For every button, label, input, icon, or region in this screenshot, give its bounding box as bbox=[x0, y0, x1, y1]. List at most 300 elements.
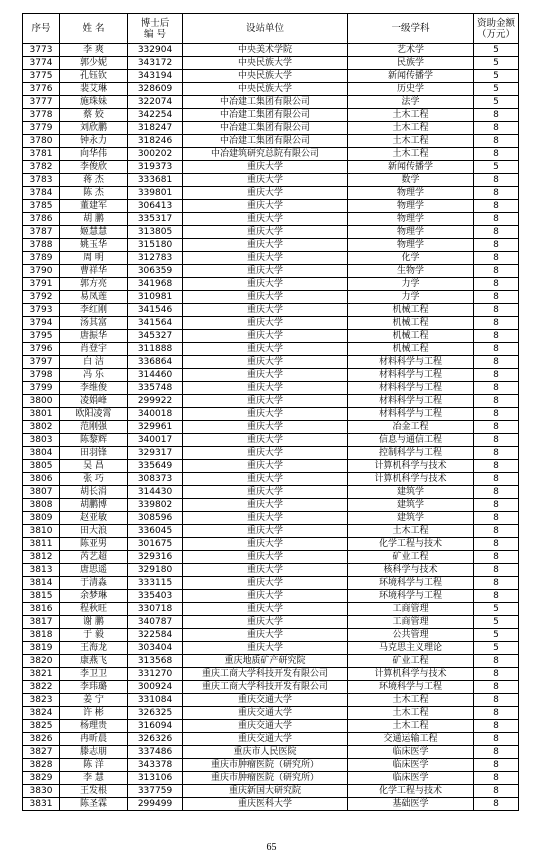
cell-postdoc-id: 313568 bbox=[128, 655, 183, 668]
cell-amount: 8 bbox=[474, 434, 519, 447]
cell-postdoc-id: 301675 bbox=[128, 538, 183, 551]
cell-discipline: 计算机科学与技术 bbox=[348, 668, 474, 681]
table-row bbox=[23, 330, 519, 343]
table-row bbox=[23, 499, 519, 512]
cell-postdoc-id: 335403 bbox=[128, 590, 183, 603]
cell-name: 陈亚男 bbox=[60, 538, 128, 551]
cell-institution: 重庆市肿瘤医院（研究所） bbox=[183, 772, 348, 785]
table-row bbox=[23, 707, 519, 720]
cell-amount: 8 bbox=[474, 395, 519, 408]
cell-amount: 8 bbox=[474, 564, 519, 577]
table-row bbox=[23, 538, 519, 551]
cell-discipline: 建筑学 bbox=[348, 486, 474, 499]
table-row bbox=[23, 239, 519, 252]
table-row bbox=[23, 447, 519, 460]
cell-name: 周 明 bbox=[60, 252, 128, 265]
cell-institution: 重庆大学 bbox=[183, 564, 348, 577]
cell-postdoc-id: 299499 bbox=[128, 798, 183, 811]
cell-discipline: 材料科学与工程 bbox=[348, 382, 474, 395]
cell-institution: 重庆交通大学 bbox=[183, 694, 348, 707]
cell-name: 李维俊 bbox=[60, 382, 128, 395]
cell-seq: 3826 bbox=[23, 733, 60, 746]
cell-postdoc-id: 312783 bbox=[128, 252, 183, 265]
table-row bbox=[23, 291, 519, 304]
cell-seq: 3781 bbox=[23, 148, 60, 161]
cell-amount: 8 bbox=[474, 551, 519, 564]
cell-name: 许 彬 bbox=[60, 707, 128, 720]
cell-amount: 8 bbox=[474, 356, 519, 369]
cell-postdoc-id: 316094 bbox=[128, 720, 183, 733]
cell-name: 李玮璐 bbox=[60, 681, 128, 694]
header-institution: 设站单位 bbox=[183, 14, 348, 44]
cell-seq: 3819 bbox=[23, 642, 60, 655]
cell-discipline: 建筑学 bbox=[348, 512, 474, 525]
cell-discipline: 公共管理 bbox=[348, 629, 474, 642]
table-row bbox=[23, 733, 519, 746]
cell-amount: 8 bbox=[474, 590, 519, 603]
table-row bbox=[23, 525, 519, 538]
cell-name: 王海龙 bbox=[60, 642, 128, 655]
cell-institution: 重庆大学 bbox=[183, 512, 348, 525]
table-row bbox=[23, 694, 519, 707]
cell-seq: 3802 bbox=[23, 421, 60, 434]
cell-seq: 3823 bbox=[23, 694, 60, 707]
cell-amount: 8 bbox=[474, 122, 519, 135]
cell-discipline: 建筑学 bbox=[348, 499, 474, 512]
cell-institution: 重庆市肿瘤医院（研究所） bbox=[183, 759, 348, 772]
cell-name: 程秋旺 bbox=[60, 603, 128, 616]
cell-name: 汤其富 bbox=[60, 317, 128, 330]
cell-postdoc-id: 340018 bbox=[128, 408, 183, 421]
cell-seq: 3797 bbox=[23, 356, 60, 369]
cell-seq: 3817 bbox=[23, 616, 60, 629]
cell-name: 胡鹏博 bbox=[60, 499, 128, 512]
cell-postdoc-id: 300924 bbox=[128, 681, 183, 694]
cell-amount: 8 bbox=[474, 278, 519, 291]
cell-seq: 3804 bbox=[23, 447, 60, 460]
table-row bbox=[23, 421, 519, 434]
cell-discipline: 核科学与技术 bbox=[348, 564, 474, 577]
table-row bbox=[23, 577, 519, 590]
table-row bbox=[23, 473, 519, 486]
table-row bbox=[23, 122, 519, 135]
cell-discipline: 矿业工程 bbox=[348, 551, 474, 564]
cell-postdoc-id: 314430 bbox=[128, 486, 183, 499]
cell-amount: 8 bbox=[474, 109, 519, 122]
cell-discipline: 物理学 bbox=[348, 213, 474, 226]
table-row bbox=[23, 278, 519, 291]
cell-discipline: 新闻传播学 bbox=[348, 161, 474, 174]
cell-amount: 5 bbox=[474, 96, 519, 109]
table-row bbox=[23, 603, 519, 616]
cell-amount: 8 bbox=[474, 447, 519, 460]
cell-amount: 8 bbox=[474, 187, 519, 200]
cell-postdoc-id: 329180 bbox=[128, 564, 183, 577]
cell-name: 李 慧 bbox=[60, 772, 128, 785]
cell-seq: 3808 bbox=[23, 499, 60, 512]
table-row bbox=[23, 720, 519, 733]
cell-name: 范刚强 bbox=[60, 421, 128, 434]
cell-name: 易凤莲 bbox=[60, 291, 128, 304]
cell-amount: 8 bbox=[474, 772, 519, 785]
cell-name: 芮艺超 bbox=[60, 551, 128, 564]
cell-postdoc-id: 336045 bbox=[128, 525, 183, 538]
cell-institution: 重庆大学 bbox=[183, 460, 348, 473]
cell-name: 赵亚敏 bbox=[60, 512, 128, 525]
cell-institution: 中央美术学院 bbox=[183, 44, 348, 57]
cell-amount: 5 bbox=[474, 616, 519, 629]
cell-institution: 重庆大学 bbox=[183, 616, 348, 629]
table-row bbox=[23, 759, 519, 772]
cell-name: 姚玉华 bbox=[60, 239, 128, 252]
cell-name: 陈 杰 bbox=[60, 187, 128, 200]
table-row bbox=[23, 785, 519, 798]
cell-name: 滕志朋 bbox=[60, 746, 128, 759]
cell-seq: 3803 bbox=[23, 434, 60, 447]
cell-amount: 5 bbox=[474, 83, 519, 96]
cell-seq: 3801 bbox=[23, 408, 60, 421]
cell-seq: 3777 bbox=[23, 96, 60, 109]
cell-institution: 重庆交通大学 bbox=[183, 733, 348, 746]
cell-name: 孔钰钦 bbox=[60, 70, 128, 83]
cell-institution: 重庆大学 bbox=[183, 278, 348, 291]
cell-institution: 中冶建工集团有限公司 bbox=[183, 96, 348, 109]
cell-postdoc-id: 332904 bbox=[128, 44, 183, 57]
cell-institution: 重庆大学 bbox=[183, 187, 348, 200]
cell-postdoc-id: 341564 bbox=[128, 317, 183, 330]
cell-institution: 重庆大学 bbox=[183, 499, 348, 512]
cell-discipline: 临床医学 bbox=[348, 759, 474, 772]
cell-name: 冯 乐 bbox=[60, 369, 128, 382]
cell-discipline: 信息与通信工程 bbox=[348, 434, 474, 447]
cell-postdoc-id: 322584 bbox=[128, 629, 183, 642]
cell-seq: 3820 bbox=[23, 655, 60, 668]
cell-name: 于 毅 bbox=[60, 629, 128, 642]
table-row bbox=[23, 642, 519, 655]
cell-seq: 3787 bbox=[23, 226, 60, 239]
cell-institution: 重庆大学 bbox=[183, 330, 348, 343]
table-row bbox=[23, 148, 519, 161]
cell-institution: 重庆大学 bbox=[183, 343, 348, 356]
cell-institution: 重庆大学 bbox=[183, 226, 348, 239]
cell-seq: 3827 bbox=[23, 746, 60, 759]
cell-discipline: 工商管理 bbox=[348, 616, 474, 629]
cell-name: 吴 昌 bbox=[60, 460, 128, 473]
cell-seq: 3795 bbox=[23, 330, 60, 343]
cell-seq: 3793 bbox=[23, 304, 60, 317]
cell-name: 白 洁 bbox=[60, 356, 128, 369]
cell-discipline: 土木工程 bbox=[348, 135, 474, 148]
cell-seq: 3775 bbox=[23, 70, 60, 83]
cell-discipline: 临床医学 bbox=[348, 772, 474, 785]
cell-discipline: 物理学 bbox=[348, 226, 474, 239]
table-row bbox=[23, 655, 519, 668]
cell-postdoc-id: 318246 bbox=[128, 135, 183, 148]
cell-discipline: 环境科学与工程 bbox=[348, 590, 474, 603]
cell-postdoc-id: 306359 bbox=[128, 265, 183, 278]
cell-amount: 8 bbox=[474, 174, 519, 187]
cell-postdoc-id: 340017 bbox=[128, 434, 183, 447]
cell-amount: 8 bbox=[474, 291, 519, 304]
cell-seq: 3810 bbox=[23, 525, 60, 538]
cell-institution: 中冶建工集团有限公司 bbox=[183, 109, 348, 122]
table-row bbox=[23, 564, 519, 577]
cell-seq: 3783 bbox=[23, 174, 60, 187]
table-row bbox=[23, 343, 519, 356]
table-row bbox=[23, 70, 519, 83]
cell-postdoc-id: 326325 bbox=[128, 707, 183, 720]
cell-postdoc-id: 341968 bbox=[128, 278, 183, 291]
table-row bbox=[23, 161, 519, 174]
cell-institution: 中冶建筑研究总院有限公司 bbox=[183, 148, 348, 161]
cell-postdoc-id: 319373 bbox=[128, 161, 183, 174]
cell-institution: 重庆医科大学 bbox=[183, 798, 348, 811]
cell-amount: 8 bbox=[474, 213, 519, 226]
cell-discipline: 力学 bbox=[348, 291, 474, 304]
cell-amount: 8 bbox=[474, 733, 519, 746]
cell-postdoc-id: 314460 bbox=[128, 369, 183, 382]
funding-table bbox=[22, 13, 519, 811]
cell-name: 欧阳凌霄 bbox=[60, 408, 128, 421]
cell-discipline: 材料科学与工程 bbox=[348, 395, 474, 408]
cell-discipline: 基础医学 bbox=[348, 798, 474, 811]
cell-seq: 3815 bbox=[23, 590, 60, 603]
cell-postdoc-id: 306413 bbox=[128, 200, 183, 213]
cell-discipline: 物理学 bbox=[348, 200, 474, 213]
cell-institution: 重庆地质矿产研究院 bbox=[183, 655, 348, 668]
cell-discipline: 机械工程 bbox=[348, 330, 474, 343]
table-row bbox=[23, 356, 519, 369]
table-row bbox=[23, 187, 519, 200]
cell-discipline: 矿业工程 bbox=[348, 655, 474, 668]
table-row bbox=[23, 772, 519, 785]
cell-seq: 3818 bbox=[23, 629, 60, 642]
cell-postdoc-id: 310981 bbox=[128, 291, 183, 304]
cell-name: 肖登宇 bbox=[60, 343, 128, 356]
cell-institution: 重庆大学 bbox=[183, 577, 348, 590]
cell-postdoc-id: 343172 bbox=[128, 57, 183, 70]
cell-institution: 重庆大学 bbox=[183, 473, 348, 486]
cell-institution: 中央民族大学 bbox=[183, 70, 348, 83]
cell-postdoc-id: 330718 bbox=[128, 603, 183, 616]
cell-postdoc-id: 337486 bbox=[128, 746, 183, 759]
cell-institution: 重庆大学 bbox=[183, 213, 348, 226]
cell-amount: 8 bbox=[474, 460, 519, 473]
cell-name: 向华伟 bbox=[60, 148, 128, 161]
cell-discipline: 法学 bbox=[348, 96, 474, 109]
cell-amount: 8 bbox=[474, 746, 519, 759]
cell-postdoc-id: 308373 bbox=[128, 473, 183, 486]
table-row bbox=[23, 408, 519, 421]
cell-name: 郭方亮 bbox=[60, 278, 128, 291]
cell-institution: 重庆大学 bbox=[183, 382, 348, 395]
cell-institution: 重庆大学 bbox=[183, 642, 348, 655]
cell-postdoc-id: 335317 bbox=[128, 213, 183, 226]
header-name: 姓 名 bbox=[60, 14, 128, 44]
cell-postdoc-id: 341546 bbox=[128, 304, 183, 317]
cell-discipline: 机械工程 bbox=[348, 343, 474, 356]
table-row bbox=[23, 746, 519, 759]
cell-institution: 重庆工商大学科技开发有限公司 bbox=[183, 668, 348, 681]
cell-amount: 5 bbox=[474, 161, 519, 174]
cell-institution: 重庆大学 bbox=[183, 603, 348, 616]
cell-seq: 3773 bbox=[23, 44, 60, 57]
cell-discipline: 材料科学与工程 bbox=[348, 408, 474, 421]
cell-institution: 重庆大学 bbox=[183, 395, 348, 408]
cell-institution: 重庆大学 bbox=[183, 317, 348, 330]
cell-discipline: 艺术学 bbox=[348, 44, 474, 57]
cell-amount: 8 bbox=[474, 304, 519, 317]
table-row bbox=[23, 629, 519, 642]
cell-postdoc-id: 303404 bbox=[128, 642, 183, 655]
cell-discipline: 土木工程 bbox=[348, 707, 474, 720]
cell-postdoc-id: 313106 bbox=[128, 772, 183, 785]
cell-institution: 重庆大学 bbox=[183, 161, 348, 174]
cell-seq: 3805 bbox=[23, 460, 60, 473]
cell-discipline: 民族学 bbox=[348, 57, 474, 70]
cell-seq: 3814 bbox=[23, 577, 60, 590]
cell-institution: 重庆大学 bbox=[183, 239, 348, 252]
cell-name: 裴艾琳 bbox=[60, 83, 128, 96]
cell-seq: 3806 bbox=[23, 473, 60, 486]
table-row bbox=[23, 590, 519, 603]
cell-name: 凌娟峰 bbox=[60, 395, 128, 408]
cell-postdoc-id: 315180 bbox=[128, 239, 183, 252]
cell-seq: 3779 bbox=[23, 122, 60, 135]
table-row bbox=[23, 213, 519, 226]
cell-institution: 重庆大学 bbox=[183, 434, 348, 447]
cell-institution: 重庆大学 bbox=[183, 174, 348, 187]
cell-discipline: 化学 bbox=[348, 252, 474, 265]
cell-name: 唐振华 bbox=[60, 330, 128, 343]
cell-amount: 8 bbox=[474, 681, 519, 694]
cell-postdoc-id: 343194 bbox=[128, 70, 183, 83]
cell-name: 蔡 姣 bbox=[60, 109, 128, 122]
cell-amount: 8 bbox=[474, 200, 519, 213]
cell-seq: 3785 bbox=[23, 200, 60, 213]
cell-discipline: 土木工程 bbox=[348, 122, 474, 135]
table-row bbox=[23, 57, 519, 70]
cell-amount: 8 bbox=[474, 135, 519, 148]
table-row bbox=[23, 382, 519, 395]
cell-postdoc-id: 333681 bbox=[128, 174, 183, 187]
cell-discipline: 土木工程 bbox=[348, 148, 474, 161]
cell-institution: 重庆大学 bbox=[183, 590, 348, 603]
cell-discipline: 材料科学与工程 bbox=[348, 356, 474, 369]
cell-seq: 3825 bbox=[23, 720, 60, 733]
cell-postdoc-id: 336864 bbox=[128, 356, 183, 369]
cell-name: 张 巧 bbox=[60, 473, 128, 486]
cell-institution: 重庆大学 bbox=[183, 304, 348, 317]
cell-name: 陈黎辉 bbox=[60, 434, 128, 447]
cell-seq: 3776 bbox=[23, 83, 60, 96]
cell-amount: 8 bbox=[474, 486, 519, 499]
cell-postdoc-id: 299922 bbox=[128, 395, 183, 408]
cell-name: 王发根 bbox=[60, 785, 128, 798]
cell-discipline: 历史学 bbox=[348, 83, 474, 96]
cell-discipline: 环境科学与工程 bbox=[348, 681, 474, 694]
table-row bbox=[23, 200, 519, 213]
table-row bbox=[23, 174, 519, 187]
cell-name: 蒋 杰 bbox=[60, 174, 128, 187]
cell-discipline: 化学工程与技术 bbox=[348, 785, 474, 798]
cell-seq: 3807 bbox=[23, 486, 60, 499]
cell-seq: 3790 bbox=[23, 265, 60, 278]
cell-seq: 3816 bbox=[23, 603, 60, 616]
cell-name: 田大浪 bbox=[60, 525, 128, 538]
cell-seq: 3824 bbox=[23, 707, 60, 720]
cell-seq: 3831 bbox=[23, 798, 60, 811]
header-postdoc-id: 博士后 编 号 bbox=[128, 14, 183, 44]
cell-amount: 8 bbox=[474, 408, 519, 421]
cell-name: 于清淼 bbox=[60, 577, 128, 590]
cell-institution: 重庆大学 bbox=[183, 291, 348, 304]
cell-amount: 8 bbox=[474, 369, 519, 382]
cell-postdoc-id: 329316 bbox=[128, 551, 183, 564]
cell-amount: 5 bbox=[474, 57, 519, 70]
cell-amount: 8 bbox=[474, 785, 519, 798]
cell-institution: 重庆新国大研究院 bbox=[183, 785, 348, 798]
cell-discipline: 化学工程与技术 bbox=[348, 538, 474, 551]
cell-seq: 3800 bbox=[23, 395, 60, 408]
cell-postdoc-id: 328609 bbox=[128, 83, 183, 96]
cell-amount: 8 bbox=[474, 317, 519, 330]
page-number: 65 bbox=[266, 842, 277, 853]
cell-amount: 8 bbox=[474, 525, 519, 538]
cell-amount: 5 bbox=[474, 70, 519, 83]
cell-institution: 中央民族大学 bbox=[183, 57, 348, 70]
cell-institution: 重庆大学 bbox=[183, 525, 348, 538]
cell-institution: 重庆交通大学 bbox=[183, 707, 348, 720]
cell-seq: 3782 bbox=[23, 161, 60, 174]
cell-seq: 3784 bbox=[23, 187, 60, 200]
cell-amount: 8 bbox=[474, 759, 519, 772]
cell-seq: 3774 bbox=[23, 57, 60, 70]
cell-postdoc-id: 308596 bbox=[128, 512, 183, 525]
cell-institution: 重庆大学 bbox=[183, 369, 348, 382]
cell-institution: 中冶建工集团有限公司 bbox=[183, 135, 348, 148]
cell-seq: 3788 bbox=[23, 239, 60, 252]
table-row bbox=[23, 135, 519, 148]
cell-discipline: 土木工程 bbox=[348, 525, 474, 538]
cell-amount: 8 bbox=[474, 226, 519, 239]
cell-institution: 重庆大学 bbox=[183, 252, 348, 265]
cell-amount: 8 bbox=[474, 655, 519, 668]
cell-discipline: 物理学 bbox=[348, 187, 474, 200]
header-seq: 序号 bbox=[23, 14, 60, 44]
cell-postdoc-id: 313805 bbox=[128, 226, 183, 239]
header-discipline: 一级学科 bbox=[348, 14, 474, 44]
cell-discipline: 机械工程 bbox=[348, 317, 474, 330]
cell-institution: 重庆大学 bbox=[183, 551, 348, 564]
cell-seq: 3778 bbox=[23, 109, 60, 122]
cell-institution: 重庆大学 bbox=[183, 265, 348, 278]
cell-name: 姬慧慧 bbox=[60, 226, 128, 239]
cell-seq: 3821 bbox=[23, 668, 60, 681]
cell-seq: 3822 bbox=[23, 681, 60, 694]
cell-institution: 重庆大学 bbox=[183, 538, 348, 551]
cell-amount: 8 bbox=[474, 707, 519, 720]
cell-discipline: 计算机科学与技术 bbox=[348, 473, 474, 486]
cell-seq: 3828 bbox=[23, 759, 60, 772]
cell-seq: 3791 bbox=[23, 278, 60, 291]
cell-name: 陈圣霖 bbox=[60, 798, 128, 811]
table-row bbox=[23, 304, 519, 317]
cell-postdoc-id: 345327 bbox=[128, 330, 183, 343]
cell-postdoc-id: 318247 bbox=[128, 122, 183, 135]
cell-discipline: 马克思主义理论 bbox=[348, 642, 474, 655]
table-row bbox=[23, 512, 519, 525]
